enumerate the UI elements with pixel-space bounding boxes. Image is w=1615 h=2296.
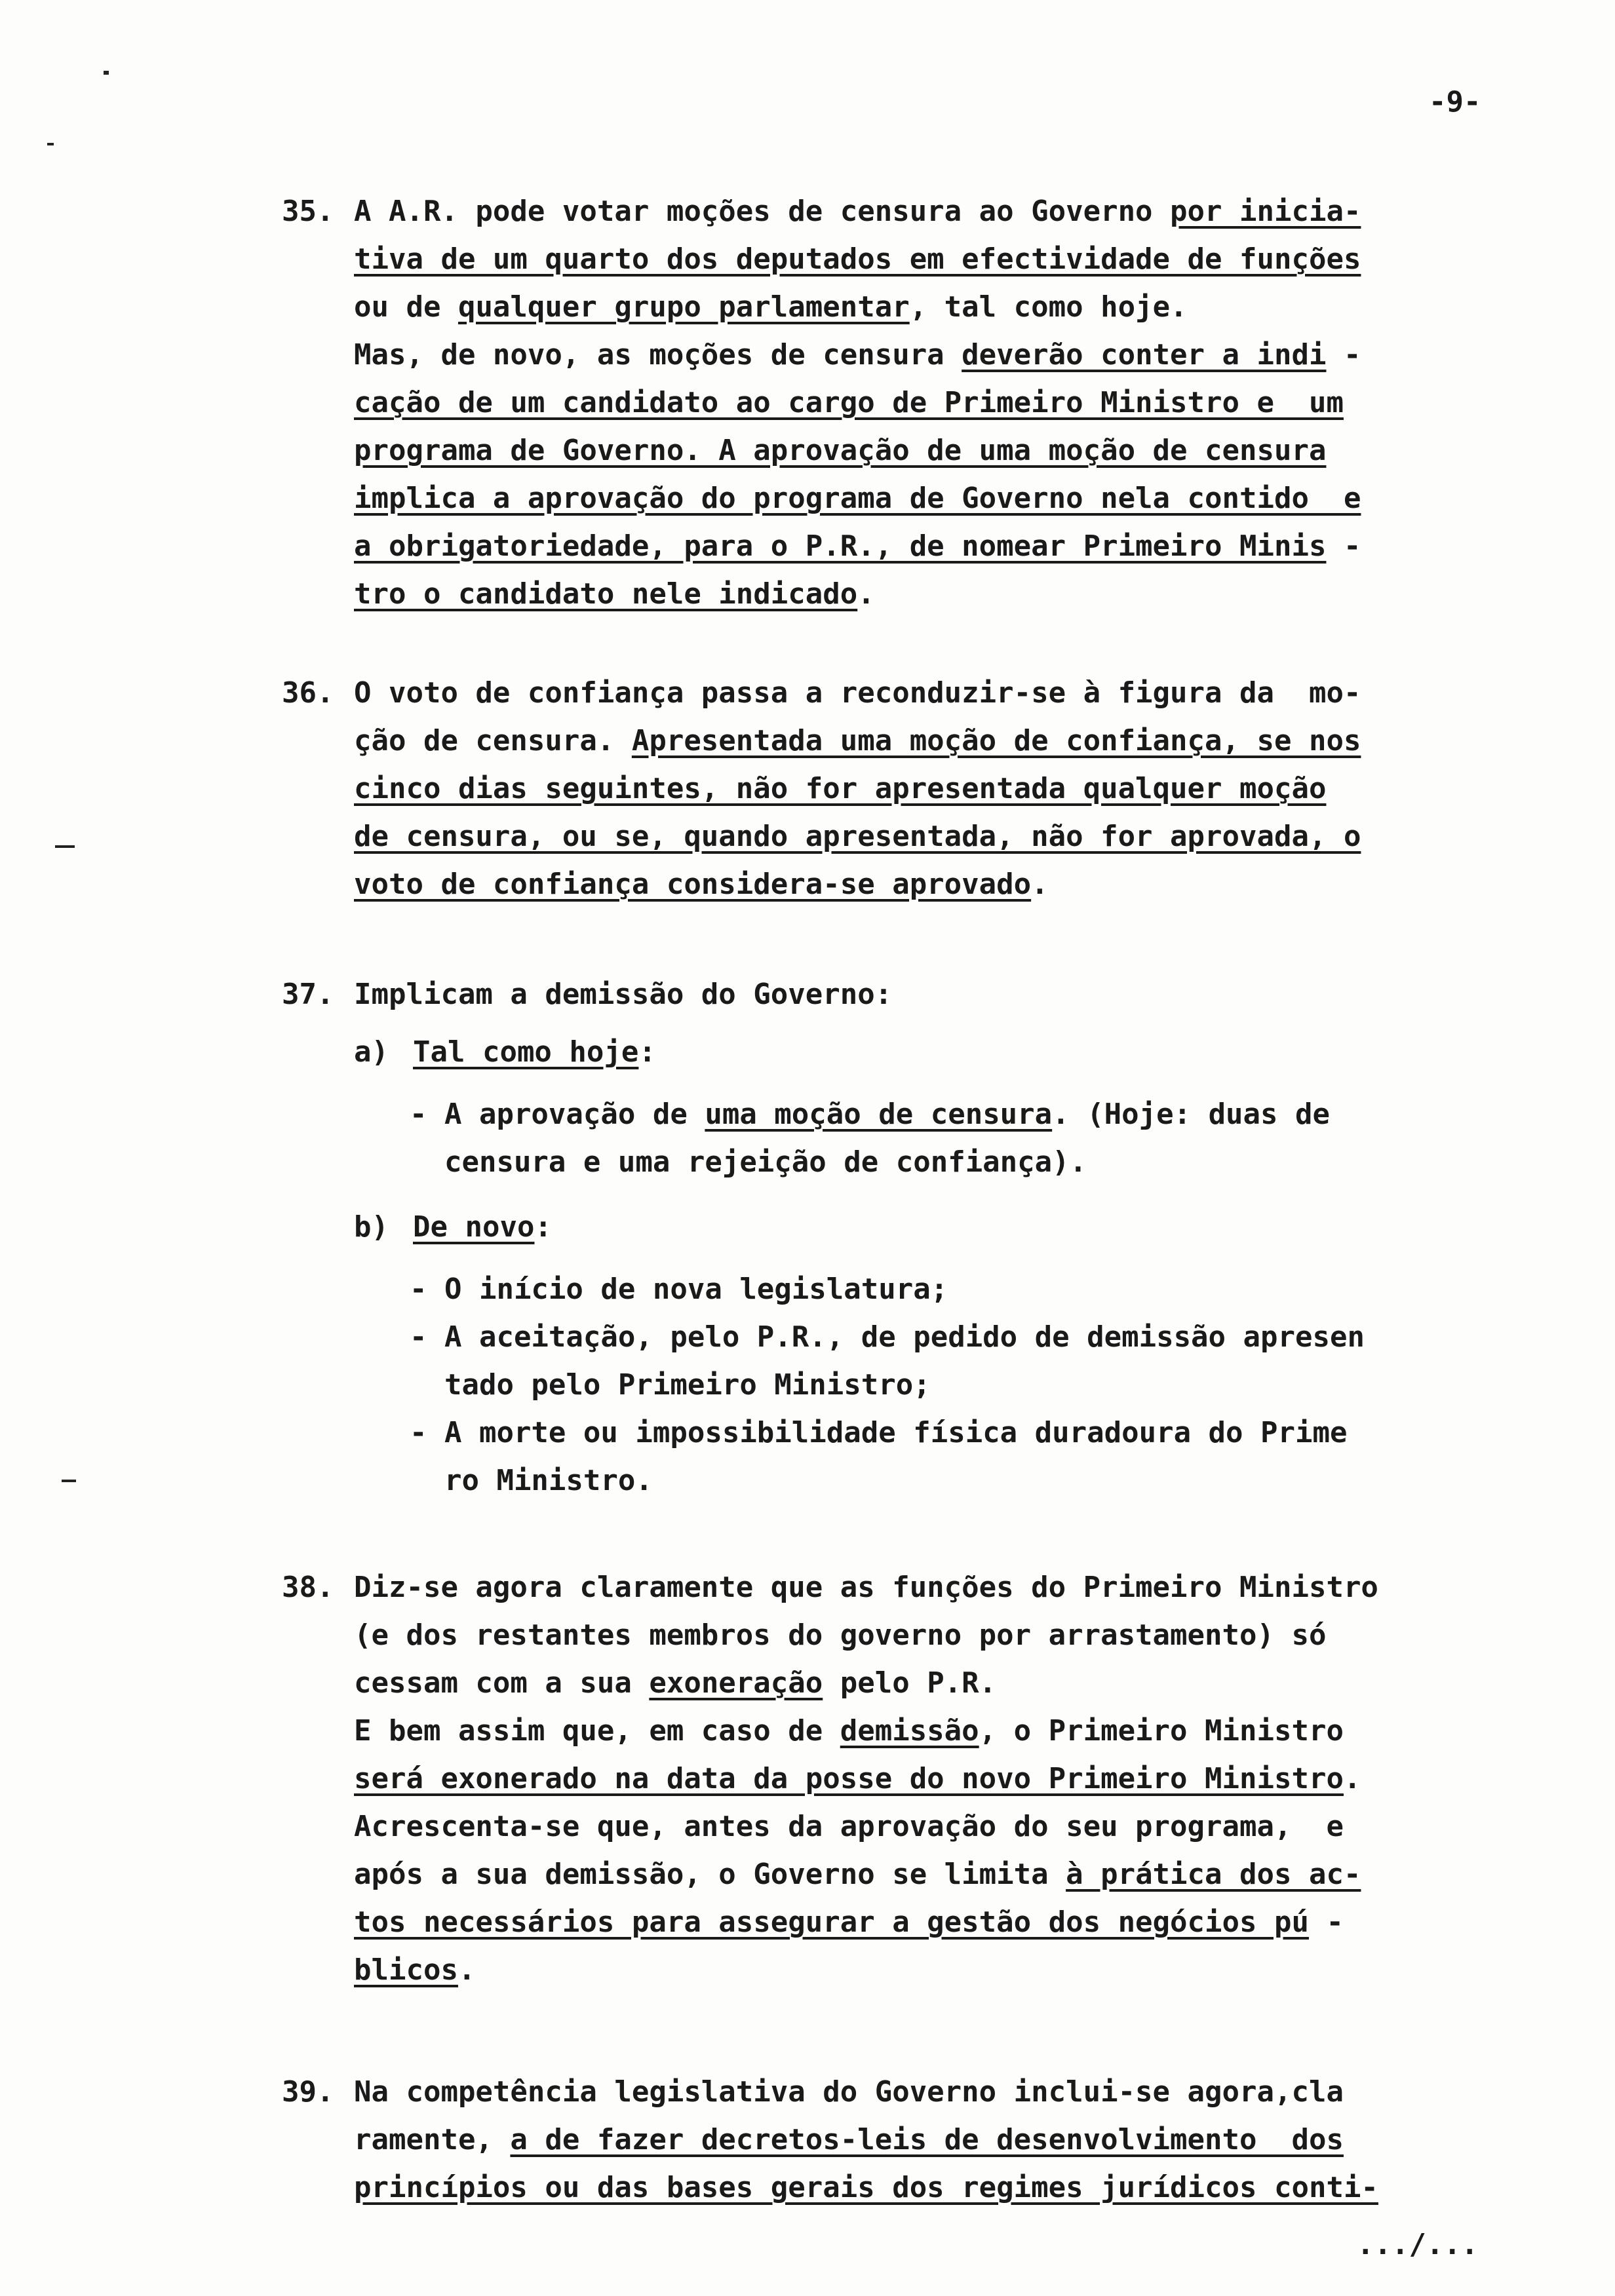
text-run: . <box>457 1953 476 1987</box>
text-run: - <box>1308 1905 1344 1939</box>
bullet-line <box>410 1367 931 1404</box>
text-run: . <box>857 577 875 611</box>
paragraph-line <box>354 866 1049 903</box>
text-run: ou de <box>354 290 458 324</box>
scan-speck <box>55 845 75 848</box>
text-run: Implicam a demissão do Governo: <box>354 978 893 1011</box>
text-run: ção de censura. <box>354 724 632 757</box>
bullet-line <box>410 1319 1365 1356</box>
page-number: -9- <box>1429 85 1481 119</box>
underlined-text: tos necessários para assegurar a gestão dos negócios pú <box>354 1905 1309 1939</box>
underlined-text: qualquer grupo parlamentar <box>457 290 910 324</box>
scan-speck <box>47 143 54 145</box>
text-run: , o Primeiro Ministro <box>979 1714 1344 1748</box>
sub-item-heading <box>413 1209 552 1246</box>
bullet-line <box>410 1271 948 1308</box>
sub-item-label: a) <box>354 1035 389 1069</box>
text-run: O voto de confiança passa a reconduzir-se à figura da mo- <box>354 676 1361 710</box>
text-run: Na competência legislativa do Governo inclui-se agora,cla <box>354 2075 1344 2109</box>
paragraph-line <box>354 241 1361 278</box>
bullet-line <box>410 1096 1330 1133</box>
text-run: - <box>1326 529 1361 563</box>
paragraph-line <box>354 1665 996 1702</box>
underlined-text: De novo <box>413 1210 535 1244</box>
text-run: (e dos restantes membros do governo por arrastamento) só <box>354 1618 1327 1652</box>
underlined-text: programa de Governo. A aprovação de uma moção de censura <box>354 434 1327 467</box>
continuation-mark: .../... <box>1357 2228 1479 2261</box>
paragraph-line <box>354 337 1361 373</box>
paragraph-line <box>354 385 1344 421</box>
paragraph-line <box>354 1617 1326 1654</box>
text-run: A A.R. pode votar moções de censura ao Governo <box>354 195 1171 228</box>
underlined-text: cação de um candidato ao cargo de Primeiro Ministro e um <box>354 386 1344 419</box>
paragraph-line <box>354 2122 1344 2158</box>
text-run: . (Hoje: duas de <box>1052 1098 1330 1131</box>
underlined-text: de censura, ou se, quando apresentada, não for aprovada, o <box>354 820 1361 853</box>
underlined-text: à prática dos ac- <box>1066 1858 1361 1891</box>
paragraph-line <box>354 675 1361 712</box>
text-run: ramente, <box>354 2123 511 2156</box>
paragraph-line <box>354 289 1188 326</box>
underlined-text: tiva de um quarto dos deputados em efectividade de funções <box>354 242 1361 276</box>
item-number: 35. <box>282 195 334 228</box>
underlined-text: por inicia- <box>1170 195 1361 228</box>
bullet-line <box>410 1144 1087 1181</box>
text-run: , tal como hoje. <box>909 290 1188 324</box>
paragraph-line <box>354 976 892 1013</box>
underlined-text: Tal como hoje <box>413 1035 639 1069</box>
paragraph-line <box>354 2170 1378 2206</box>
text-run: Mas, de novo, as moções de censura <box>354 338 962 372</box>
paragraph-line <box>354 818 1361 855</box>
text-run: : <box>638 1035 656 1069</box>
item-number: 37. <box>282 978 334 1011</box>
paragraph-line <box>354 576 875 613</box>
text-run: E bem assim que, em caso de <box>354 1714 840 1748</box>
text-run: ro Ministro. <box>410 1464 653 1497</box>
text-run: após a sua demissão, o Governo se limita <box>354 1858 1066 1891</box>
paragraph-line <box>354 528 1361 565</box>
sub-item-label: b) <box>354 1210 389 1244</box>
paragraph-line <box>354 1856 1361 1893</box>
underlined-text: a obrigatoriedade, para o P.R., de nomear Primeiro Minis <box>354 529 1327 563</box>
underlined-text: cinco dias seguintes, não for apresentada qualquer moção <box>354 772 1327 805</box>
bullet-line <box>410 1415 1347 1451</box>
text-run: - A aceitação, pelo P.R., de pedido de demissão apresen <box>410 1320 1365 1354</box>
paragraph-line <box>354 480 1361 517</box>
paragraph-line <box>354 1713 1344 1750</box>
text-run: pelo P.R. <box>823 1666 997 1700</box>
underlined-text: a de fazer decretos-leis de desenvolvimento dos <box>510 2123 1344 2156</box>
paragraph-line <box>354 1761 1361 1797</box>
underlined-text: deverão conter a indi <box>962 338 1327 372</box>
underlined-text: princípios ou das bases gerais dos regimes jurídicos conti- <box>354 2171 1378 2204</box>
underlined-text: uma moção de censura <box>705 1098 1053 1131</box>
paragraph-line <box>354 2074 1344 2111</box>
item-number: 38. <box>282 1571 334 1604</box>
underlined-text: será exonerado na data da posse do novo Primeiro Ministro <box>354 1762 1344 1795</box>
text-run: tado pelo Primeiro Ministro; <box>410 1368 931 1402</box>
paragraph-line <box>354 771 1326 807</box>
text-run: - O início de nova legislatura; <box>410 1272 948 1306</box>
paragraph-line <box>354 1952 475 1989</box>
underlined-text: implica a aprovação do programa de Governo nela contido e <box>354 482 1361 515</box>
text-run: cessam com a sua <box>354 1666 650 1700</box>
text-run: - A morte ou impossibilidade física duradoura do Prime <box>410 1416 1348 1449</box>
bullet-line <box>410 1463 653 1499</box>
text-run: censura e uma rejeição de confiança). <box>410 1145 1087 1179</box>
sub-item-heading <box>413 1034 656 1071</box>
text-run: Acrescenta-se que, antes da aprovação do seu programa, e <box>354 1810 1344 1843</box>
underlined-text: voto de confiança considera-se aprovado <box>354 868 1032 901</box>
scan-speck <box>62 1480 76 1482</box>
paragraph-line <box>354 1808 1344 1845</box>
paragraph-line <box>354 193 1361 230</box>
text-run: . <box>1031 868 1049 901</box>
paragraph-line <box>354 1904 1344 1941</box>
underlined-text: exoneração <box>649 1666 823 1700</box>
text-run: : <box>534 1210 552 1244</box>
text-run: . <box>1343 1762 1361 1795</box>
underlined-text: tro o candidato nele indicado <box>354 577 858 611</box>
paragraph-line <box>354 432 1326 469</box>
underlined-text: Apresentada uma moção de confiança, se nos <box>631 724 1361 757</box>
paragraph-line <box>354 723 1361 759</box>
text-run: - <box>1326 338 1361 372</box>
text-run: - A aprovação de <box>410 1098 705 1131</box>
paragraph-line <box>354 1569 1378 1606</box>
underlined-text: blicos <box>354 1953 458 1987</box>
underlined-text: demissão <box>840 1714 979 1748</box>
text-run: Diz-se agora claramente que as funções do Primeiro Ministro <box>354 1571 1378 1604</box>
item-number: 39. <box>282 2075 334 2109</box>
item-number: 36. <box>282 676 334 710</box>
scan-speck <box>104 71 109 75</box>
